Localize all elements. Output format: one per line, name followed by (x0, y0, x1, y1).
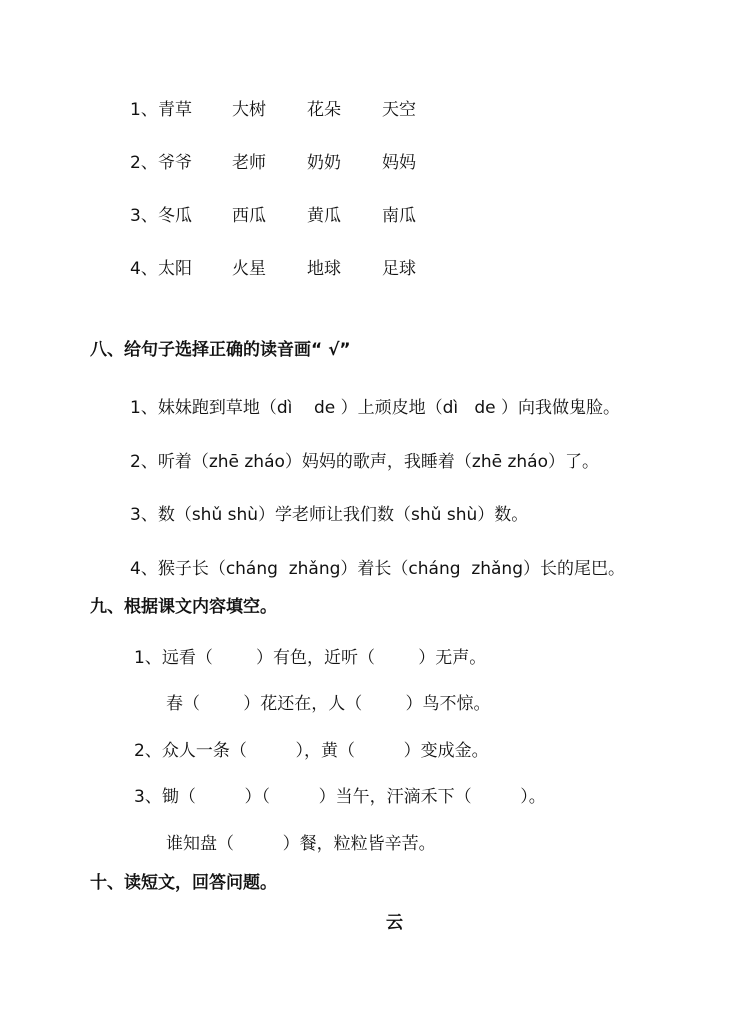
section-8-item-1: 1、妹妹跑到草地（dì de ）上顽皮地（dì de ）向我做鬼脸。 (130, 398, 620, 418)
word: 天空 (382, 100, 416, 120)
section-10-heading: 十、读短文，回答问题。 (90, 873, 277, 893)
row-number: 4、 (130, 259, 158, 279)
section-9-item-3: 3、锄（ ）（ ）当午，汗滴禾下（ ）。 (134, 787, 546, 807)
word: 太阳 (158, 259, 192, 279)
word: 南瓜 (382, 206, 416, 226)
word: 爷爷 (158, 153, 192, 173)
word: 青草 (158, 100, 192, 120)
section-8-item-3: 3、数（shǔ shù）学老师让我们数（shǔ shù）数。 (130, 505, 529, 525)
row-number: 1、 (130, 100, 158, 120)
word: 地球 (307, 259, 341, 279)
word: 火星 (232, 259, 266, 279)
section-9-item-2: 2、众人一条（ ），黄（ ）变成金。 (134, 741, 489, 761)
section-8-item-2: 2、听着（zhē zháo）妈妈的歌声，我睡着（zhē zháo）了。 (130, 452, 599, 472)
word: 黄瓜 (307, 206, 341, 226)
word: 大树 (232, 100, 266, 120)
section-9-item-3b: 谁知盘（ ）餐，粒粒皆辛苦。 (166, 834, 436, 854)
word: 奶奶 (307, 153, 341, 173)
section-8-heading: 八、给句子选择正确的读音画“ √” (90, 340, 351, 360)
word: 足球 (382, 259, 416, 279)
word: 花朵 (307, 100, 341, 120)
row-number: 2、 (130, 153, 158, 173)
word: 冬瓜 (158, 206, 192, 226)
word: 老师 (232, 153, 266, 173)
section-9-item-1b: 春（ ）花还在，人（ ）鸟不惊。 (166, 694, 491, 714)
word: 妈妈 (382, 153, 416, 173)
passage-title: 云 (386, 913, 403, 933)
row-number: 3、 (130, 206, 158, 226)
section-8-item-4: 4、猴子长（cháng zhǎng）着长（cháng zhǎng）长的尾巴。 (130, 559, 625, 579)
section-9-item-1: 1、远看（ ）有色，近听（ ）无声。 (134, 648, 487, 668)
word: 西瓜 (232, 206, 266, 226)
section-9-heading: 九、根据课文内容填空。 (90, 597, 277, 617)
